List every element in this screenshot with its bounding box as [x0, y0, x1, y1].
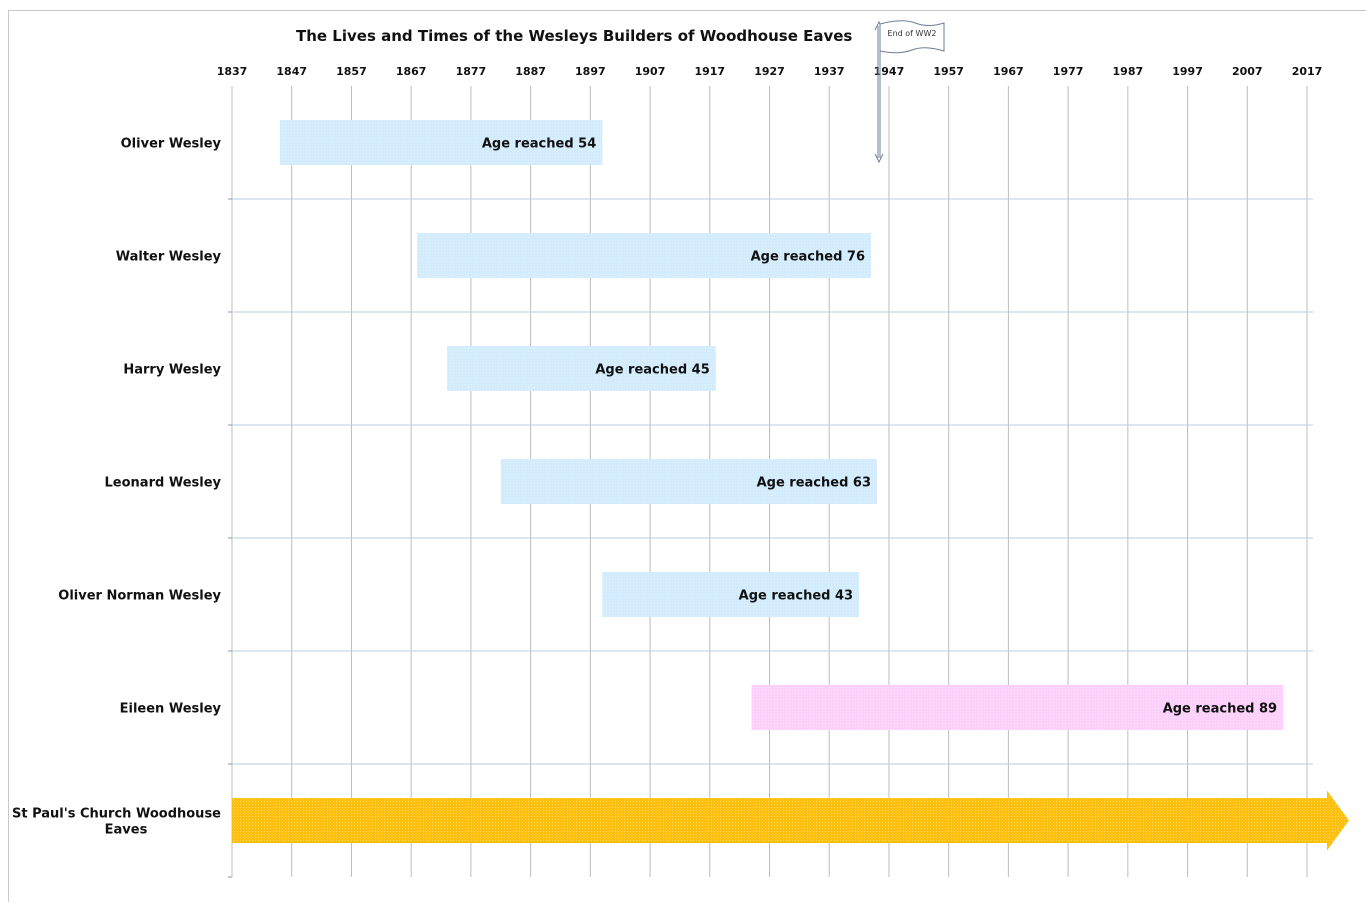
- row-label: Oliver Wesley: [120, 136, 221, 152]
- bars: [232, 120, 1349, 851]
- x-axis-ticks: [217, 65, 1323, 78]
- row-label: Leonard Wesley: [104, 475, 221, 491]
- annotation-arrowhead: [875, 154, 883, 162]
- annotation: [875, 21, 944, 162]
- row-label: Harry Wesley: [123, 362, 221, 378]
- x-tick-label: 2017: [1291, 65, 1323, 78]
- row-label: Walter Wesley: [115, 249, 221, 265]
- x-tick-label: 1947: [873, 65, 905, 78]
- x-tick-label: 1997: [1172, 65, 1203, 78]
- x-tick-label: 1897: [575, 65, 606, 78]
- bar-label: Age reached 54: [481, 136, 597, 152]
- bar-texture: [232, 791, 1349, 851]
- row-label: Eileen Wesley: [119, 701, 221, 717]
- bar-label: Age reached 89: [1162, 701, 1278, 717]
- x-tick-label: 1877: [455, 65, 487, 78]
- row-label: [12, 807, 221, 838]
- bar-label: Age reached 43: [738, 588, 854, 604]
- row-labels: [12, 137, 222, 838]
- row-label-line: Eaves: [104, 822, 148, 838]
- x-tick-label: 1977: [1052, 65, 1084, 78]
- x-tick-label: 1907: [634, 65, 666, 78]
- x-tick-label: 1987: [1112, 65, 1144, 78]
- annotation-text: End of WW2: [887, 29, 937, 38]
- x-tick-label: 1957: [933, 65, 964, 78]
- row-label-line: St Paul's Church Woodhouse: [12, 806, 221, 822]
- bar-label: Age reached 45: [595, 362, 710, 378]
- x-tick-label: 1887: [515, 65, 546, 78]
- x-tick-label: 1937: [813, 65, 845, 78]
- x-tick-label: 1967: [993, 65, 1024, 78]
- x-tick-label: 2007: [1231, 65, 1263, 78]
- x-tick-label: 1917: [694, 65, 726, 78]
- chart-title: The Lives and Times of the Wesleys Builders of Woodhouse Eaves: [296, 27, 853, 45]
- x-tick-label: 1857: [336, 65, 367, 78]
- x-tick-label: 1927: [754, 65, 785, 78]
- bar-label: Age reached 76: [750, 249, 866, 265]
- x-tick-label: 1837: [216, 65, 248, 78]
- x-tick-label: 1847: [276, 65, 308, 78]
- x-tick-label: 1867: [395, 65, 427, 78]
- row-label: Oliver Norman Wesley: [58, 588, 221, 604]
- bar-label: Age reached 63: [756, 475, 871, 491]
